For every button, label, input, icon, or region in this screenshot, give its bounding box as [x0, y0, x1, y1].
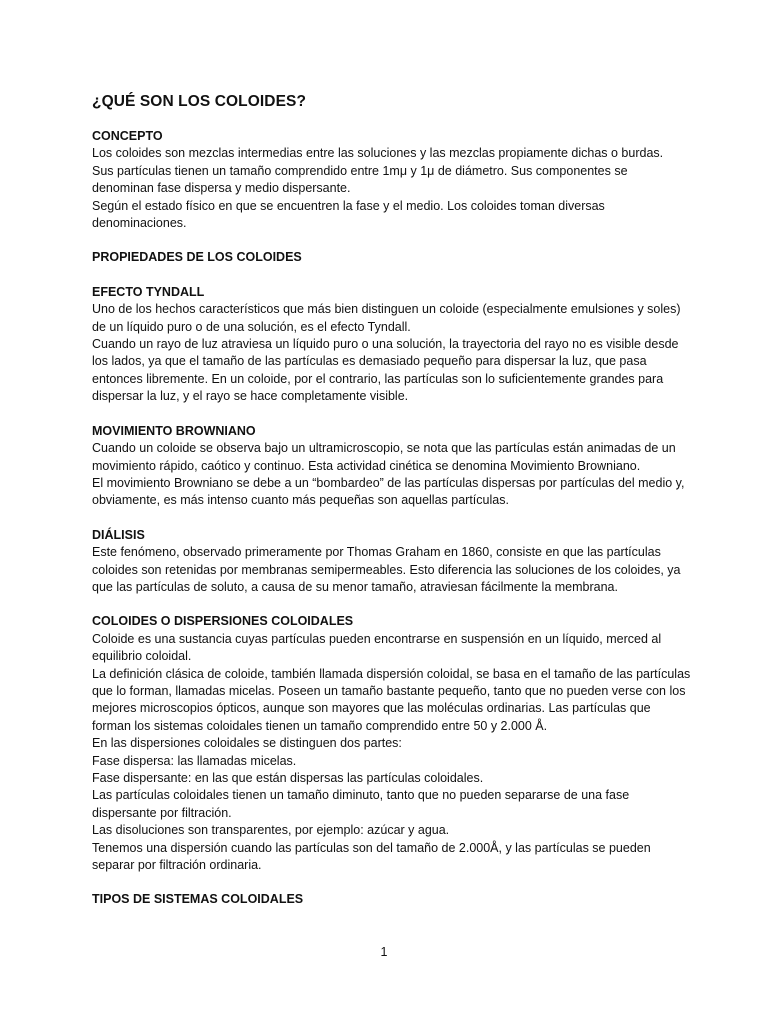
paragraph: En las dispersiones coloidales se distinguen dos partes: [92, 736, 402, 751]
paragraph: El movimiento Browniano se debe a un “bombardeo” de las partículas dispersas por partículas del medio y, obviamente, es más intenso cuanto más pequeñas son aquellas partículas. [92, 475, 685, 508]
paragraph: Fase dispersante: en las que están dispersas las partículas coloidales. [92, 771, 484, 785]
paragraph: Cuando un coloide se observa bajo un ultramicroscopio, se nota que las partículas están animadas de un movimiento rápido, caótico y continuo. Esta actividad cinética se denomina Movimiento Browniano. [92, 441, 676, 473]
section-heading: MOVIMIENTO BROWNIANO [92, 423, 256, 438]
section [92, 613, 692, 874]
page-number: 1 [380, 945, 388, 959]
document-body [92, 92, 692, 926]
section-heading: TIPOS DE SISTEMAS COLOIDALES [92, 892, 304, 907]
section [92, 891, 692, 908]
sections-container [92, 128, 692, 909]
section-heading: PROPIEDADES DE LOS COLOIDES [92, 250, 302, 265]
paragraph: Tenemos una dispersión cuando las partículas son del tamaño de 2.000Å, y las partículas se pueden separar por filtración ordinaria. [92, 840, 651, 873]
section-heading: CONCEPTO [92, 129, 163, 143]
paragraph: Según el estado físico en que se encuentren la fase y el medio. Los coloides toman diversas denominaciones. [92, 198, 605, 231]
section-heading: DIÁLISIS [92, 527, 145, 542]
paragraph: Este fenómeno, observado primeramente por Thomas Graham en 1860, consiste en que las partículas coloides son retenidas por membranas semipermeables. Esto diferencia las soluciones de los coloides, ya que las partículas de soluto, a causa de su menor tamaño, atraviesan fácilmente la membrana. [92, 545, 681, 594]
section [92, 527, 692, 597]
section [92, 423, 692, 510]
section-heading: EFECTO TYNDALL [92, 284, 205, 299]
paragraph: Sus partículas tienen un tamaño comprendido entre 1mμ y 1μ de diámetro. Sus componentes se denominan fase dispersa y medio dispersante. [92, 163, 628, 196]
section-heading: COLOIDES O DISPERSIONES COLOIDALES [92, 614, 354, 629]
paragraph: Fase dispersa: las llamadas micelas. [92, 753, 297, 768]
paragraph: Uno de los hechos característicos que más bien distinguen un coloide (especialmente emulsiones y soles) de un líquido puro o de una solución, es el efecto Tyndall. [92, 302, 681, 334]
section [92, 284, 692, 406]
section [92, 249, 692, 266]
paragraph: Coloide es una sustancia cuyas partículas pueden encontrarse en suspensión en un líquido, merced al equilibrio coloidal. [92, 631, 662, 664]
paragraph: La definición clásica de coloide, también llamada dispersión coloidal, se basa en el tamaño de las partículas que lo forman, llamadas micelas. Poseen un tamaño bastante pequeño, tanto que no pueden verse con los mejores microscopios ópticos, aunque son mayores que las moléculas ordinarias. Las partículas que forman los sistemas coloidales tienen un tamaño comprendido entre 50 y 2.000 Å. [92, 666, 691, 733]
section [92, 128, 692, 232]
paragraph: Los coloides son mezclas intermedias entre las soluciones y las mezclas propiamente dichas o burdas. [92, 146, 664, 161]
paragraph: Las partículas coloidales tienen un tamaño diminuto, tanto que no pueden separarse de una fase dispersante por filtración. [92, 788, 630, 820]
document-title: ¿QUÉ SON LOS COLOIDES? [92, 93, 307, 110]
paragraph: Las disoluciones son transparentes, por ejemplo: azúcar y agua. [92, 823, 450, 838]
paragraph: Cuando un rayo de luz atraviesa un líquido puro o una solución, la trayectoria del rayo no es visible desde los lados, ya que el tamaño de las partículas es demasiado pequeño para dispersar la luz, que pasa entonces libremente. En un coloide, por el contrario, las partículas son lo suficientemente grandes para dispersar la luz, y el rayo se hace completamente visible. [92, 337, 679, 404]
